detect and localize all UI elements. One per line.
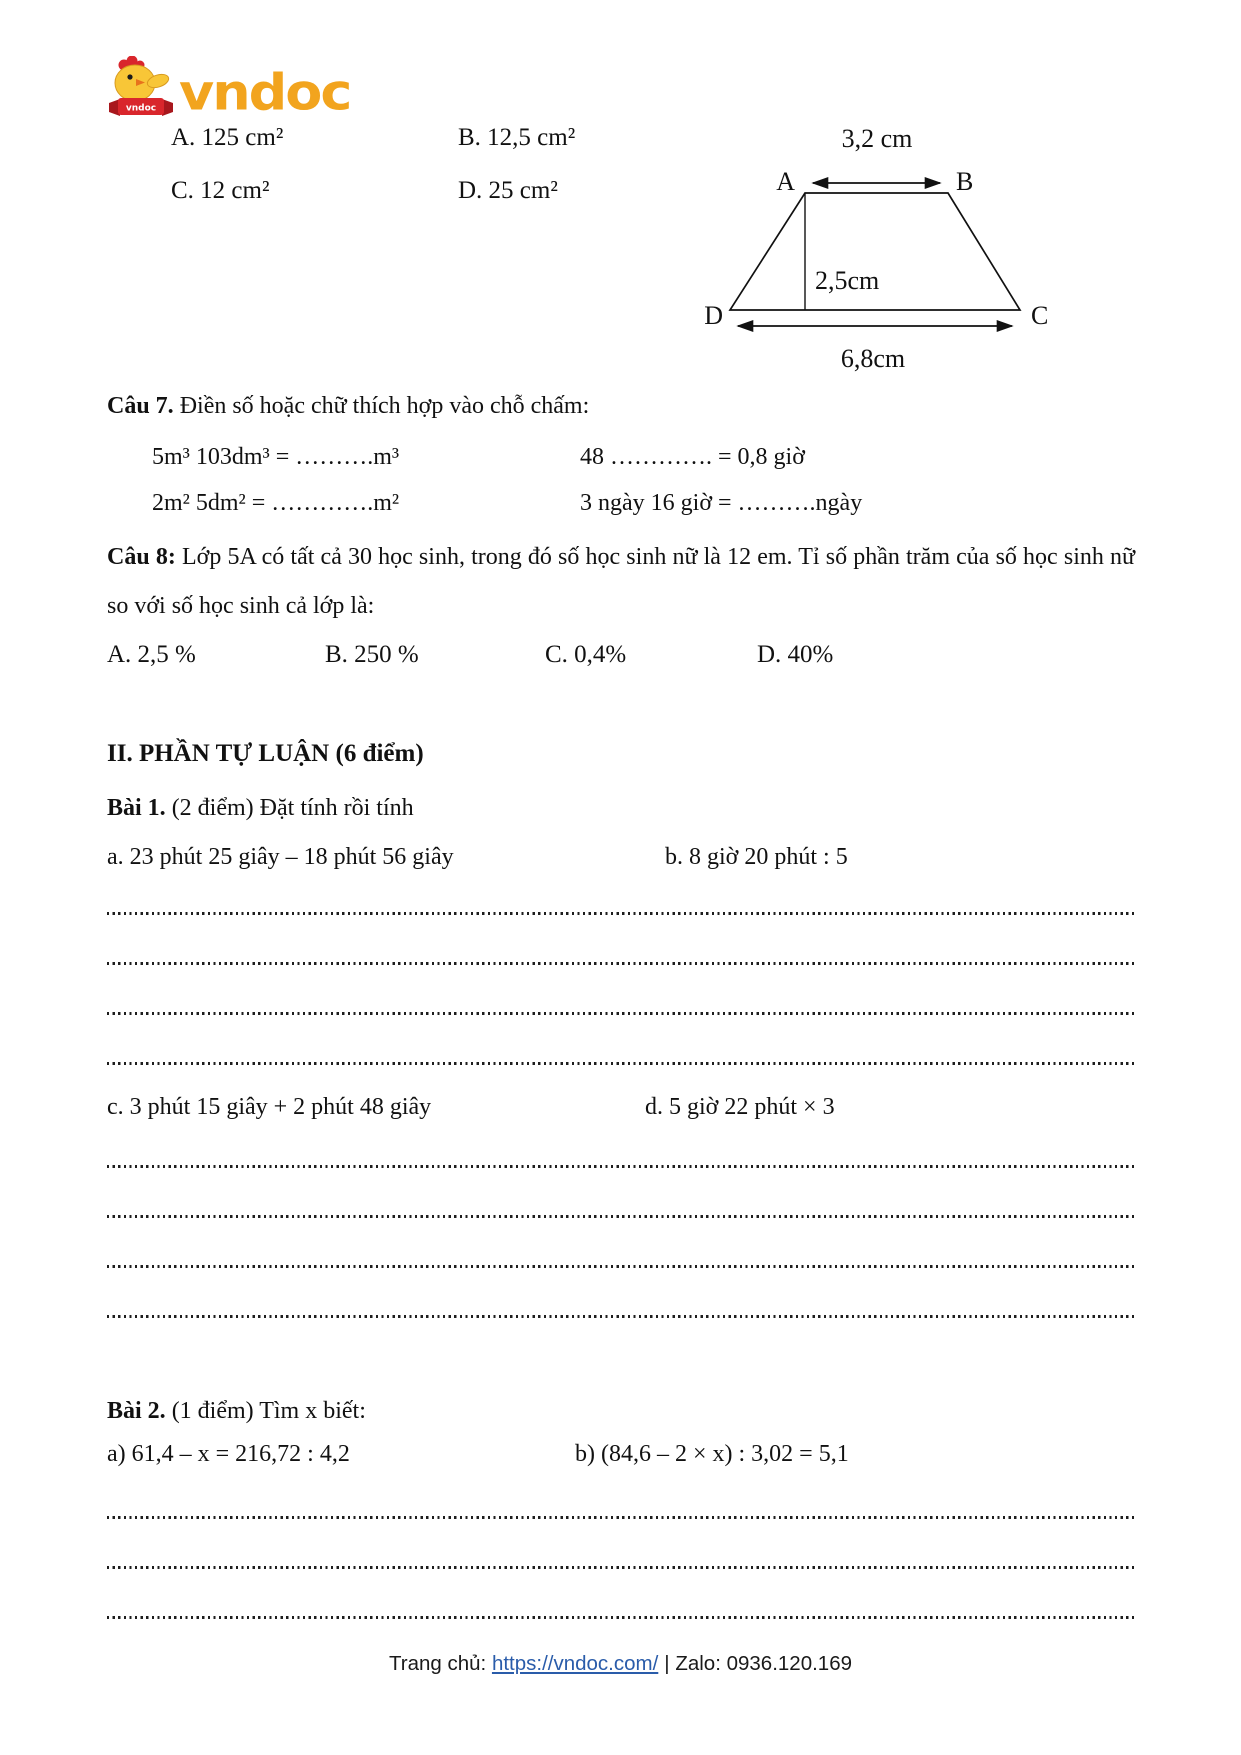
homepage-link[interactable]: https://vndoc.com/ xyxy=(491,1652,659,1675)
bai1-label: Bài 1. xyxy=(107,795,166,821)
section2-title: II. PHẦN TỰ LUẬN (6 điểm) xyxy=(107,740,424,767)
bai2-answer-area xyxy=(107,1516,1135,1666)
cau7-heading xyxy=(107,389,1135,423)
cau8-text: Lớp 5A có tất cả 30 học sinh, trong đó số học sinh nữ là 12 em. Tỉ số phần trăm của số học sinh nữ so với số học sinh cả lớp là: xyxy=(107,544,1136,619)
answer-dotted-line xyxy=(107,1012,1135,1015)
vndoc-logo xyxy=(107,56,350,120)
bai1-row-cd xyxy=(107,1094,1135,1121)
cau8-question xyxy=(107,533,1135,631)
figure-height-label: 2,5cm xyxy=(815,266,880,295)
bai2-row-ab xyxy=(107,1441,1135,1468)
footer-prefix: Trang chủ: xyxy=(389,1652,492,1675)
cau7-label: Câu 7. xyxy=(107,393,174,419)
bai1-item-d: d. 5 giờ 22 phút × 3 xyxy=(645,1094,835,1120)
answer-dotted-line xyxy=(107,962,1135,965)
bai1-answer-area-cd xyxy=(107,1165,1135,1365)
cau7-row2-left: 2m² 5dm² = ………….m² xyxy=(152,490,400,516)
bai1-item-b: b. 8 giờ 20 phút : 5 xyxy=(665,844,848,870)
option-b-12-5cm2: B. 12,5 cm² xyxy=(458,124,576,151)
answer-dotted-line xyxy=(107,1062,1135,1065)
bai2-item-b: b) (84,6 – 2 × x) : 3,02 = 5,1 xyxy=(575,1441,849,1467)
cau7-row1-left: 5m³ 103dm³ = ……….m³ xyxy=(152,444,400,470)
cau7-prompt: Điền số hoặc chữ thích hợp vào chỗ chấm: xyxy=(173,393,590,419)
bai2-label: Bài 2. xyxy=(107,1398,166,1424)
option-a-125cm2: A. 125 cm² xyxy=(171,124,284,151)
cau7-row2-right: 3 ngày 16 giờ = ……….ngày xyxy=(580,490,863,516)
cau8-label: Câu 8: xyxy=(107,544,176,570)
cau8-option-c: C. 0,4% xyxy=(545,641,627,668)
vertex-d-label: D xyxy=(704,301,723,330)
cau7-row1-right: 48 …………. = 0,8 giờ xyxy=(580,444,805,470)
figure-bottom-label: 6,8cm xyxy=(840,344,906,373)
vertex-a-label: A xyxy=(776,167,795,196)
cau8-option-a: A. 2,5 % xyxy=(107,641,196,668)
option-d-25cm2: D. 25 cm² xyxy=(458,177,558,204)
answer-dotted-line xyxy=(107,1315,1135,1318)
bai1-answer-area-ab xyxy=(107,912,1135,1112)
bai2-prompt: (1 điểm) Tìm x biết: xyxy=(165,1398,366,1424)
bai2-item-a: a) 61,4 – x = 216,72 : 4,2 xyxy=(107,1441,350,1467)
option-c-12cm2: C. 12 cm² xyxy=(171,177,270,204)
cau8-options xyxy=(107,641,1135,669)
bai2-heading xyxy=(107,1394,1135,1428)
answer-dotted-line xyxy=(107,1165,1135,1168)
cau7-row2 xyxy=(107,486,1135,520)
vertex-b-label: B xyxy=(956,167,974,196)
bai1-prompt: (2 điểm) Đặt tính rồi tính xyxy=(165,795,414,821)
bai1-item-a: a. 23 phút 25 giây – 18 phút 56 giây xyxy=(107,844,454,870)
logo-wordmark: vndoc xyxy=(179,63,351,122)
answer-dotted-line xyxy=(107,1566,1135,1569)
bai1-item-c: c. 3 phút 15 giây + 2 phút 48 giây xyxy=(107,1094,432,1120)
answer-dotted-line xyxy=(107,1215,1135,1218)
logo-banner-text: vndoc xyxy=(125,103,157,114)
vertex-c-label: C xyxy=(1031,301,1049,330)
footer-zalo: | Zalo: 0936.120.169 xyxy=(664,1652,852,1675)
cau8-option-b: B. 250 % xyxy=(325,641,419,668)
cau7-row1 xyxy=(107,440,1135,474)
figure-top-label: 3,2 cm xyxy=(841,124,913,153)
page-footer xyxy=(0,1652,1241,1676)
answer-dotted-line xyxy=(107,1616,1135,1619)
bai1-row-ab xyxy=(107,844,1135,871)
trapezoid-diagram xyxy=(637,95,1067,380)
answer-dotted-line xyxy=(107,1516,1135,1519)
answer-dotted-line xyxy=(107,1265,1135,1268)
chicken-mascot-icon xyxy=(107,56,175,120)
bai1-heading xyxy=(107,791,1135,825)
cau8-option-d: D. 40% xyxy=(757,641,834,668)
answer-dotted-line xyxy=(107,912,1135,915)
